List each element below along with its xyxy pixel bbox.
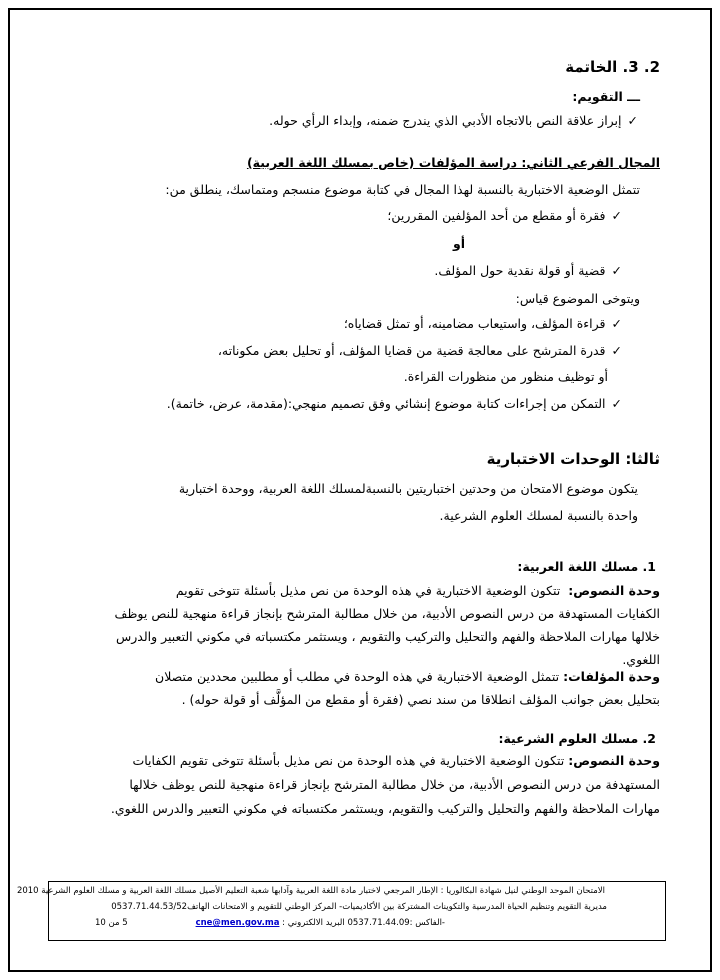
measure-item-3: ✓التمكن من إجراءات كتابة موضوع إنشائي وفق تصميم منهجي:(مقدمة، عرض، خاتمة). xyxy=(166,396,622,411)
track-1-works-line-2: بتحليل بعض جوانب المؤلف انطلاقا من سند نصي (فقرة أو مقطع من المؤلَّف أو قولة حوله) . xyxy=(181,692,660,707)
track-1-texts-line-2: الكفايات المستهدفة من درس النصوص الأدبية، من خلال مطالبة المترشح بإنجاز قراءة منهجية للنص يوظف xyxy=(114,606,660,621)
track-2-line-1: وحدة النصوص: تتكون الوضعية الاختبارية في هذه الوحدة من نص مذيل بأسئلة تتوخى تقويم الكفايات xyxy=(132,753,660,768)
measure-intro: ويتوخى الموضوع قياس: xyxy=(515,291,640,306)
footer-line-3: -الفاكس :0537.71.44.09 البريد الالكتروني : cne@men.gov.ma xyxy=(195,918,445,928)
email-link[interactable]: cne@men.gov.ma xyxy=(195,918,280,928)
domain-item-1: ✓فقرة أو مقطع من أحد المؤلفين المقررين؛ xyxy=(387,208,622,223)
units-intro-2: واحدة بالنسبة لمسلك العلوم الشرعية. xyxy=(439,508,638,523)
check-icon: ✓ xyxy=(611,396,622,411)
check-icon: ✓ xyxy=(611,208,622,223)
check-icon: ✓ xyxy=(611,343,622,358)
eval-label: ـــ التقويم: xyxy=(572,89,640,104)
page-number: 5 من 10 xyxy=(95,918,128,928)
units-intro-1: يتكون موضوع الامتحان من وحدتين اختباريتين بالنسبةلمسلك اللغة العربية، ووحدة اختبارية xyxy=(178,481,638,496)
track-1-texts-line-1: وحدة النصوص: تتكون الوضعية الاختبارية في هذه الوحدة من نص مذيل بأسئلة تتوخى تقويم xyxy=(175,583,660,598)
eval-item: ✓إبراز علاقة النص بالاتجاه الأدبي الذي يندرج ضمنه، وإبداء الرأي حوله. xyxy=(269,113,638,128)
track-1-texts-line-3: خلالها مهارات الملاحظة والفهم والتحليل والتركيب والتقويم ، ويستثمر مكتسباته في مكوني التعبير والدرس xyxy=(115,629,660,644)
texts-unit-label: وحدة النصوص: xyxy=(568,753,660,768)
measure-item-1: ✓قراءة المؤلف، واستيعاب مضامينه، أو تمثل قضاياه؛ xyxy=(343,316,622,331)
domain-heading: المجال الفرعي الثاني: دراسة المؤلفات (خاص بمسلك اللغة العربية) xyxy=(246,155,660,170)
footer-line-1: الامتحان الموحد الوطني لنيل شهادة البكالوريا : الإطار المرجعي لاختبار مادة اللغة العربية وآدابها شعبة التعليم الأصيل مسلك اللغة العربية و مسلك العلوم الشرعية 2010 xyxy=(16,886,605,896)
track-1-texts-line-4: اللغوي. xyxy=(622,652,660,667)
track-1-works-line-1: وحدة المؤلفات: تتمثل الوضعية الاختبارية في هذه الوحدة في مطلب أو مطلبين محددين متصلان xyxy=(155,669,660,684)
check-icon: ✓ xyxy=(611,263,622,278)
footer-line-2: مديرية التقويم وتنظيم الحياة المدرسية والتكوينات المشتركة بين الأكاديميات- المركز الوطني للتقويم و الامتحانات الهاتف0537.71.44.53/52 xyxy=(111,902,607,912)
measure-item-2b: أو توظيف منظور من منظورات القراءة. xyxy=(403,369,608,384)
domain-intro: تتمثل الوضعية الاختبارية بالنسبة لهذا المجال في كتابة موضوع منسجم ومتماسك، ينطلق من: xyxy=(165,182,640,197)
track-2-line-3: مهارات الملاحظة والفهم والتحليل والتركيب والتقويم، ويستثمر مكتسباته في مكوني التعبير والدرس اللغوي. xyxy=(110,801,660,816)
check-icon: ✓ xyxy=(627,113,638,128)
units-heading: ثالثا: الوحدات الاختبارية xyxy=(486,450,660,468)
section-heading-conclusion: 2. 3. الخاتمة xyxy=(565,58,660,76)
track-2-line-2: المستهدفة من درس النصوص الأدبية، من خلال مطالبة المترشح بإنجاز قراءة منهجية للنص يوظف خلالها xyxy=(129,777,660,792)
measure-item-2: ✓قدرة المترشح على معالجة قضية من قضايا المؤلف، أو تحليل بعض مكوناته، xyxy=(217,343,622,358)
domain-or: أو xyxy=(452,236,465,251)
works-unit-label: وحدة المؤلفات: xyxy=(563,669,660,684)
track-1-heading: 1. مسلك اللغة العربية: xyxy=(517,559,656,574)
page-footer xyxy=(16,881,666,941)
domain-item-2: ✓قضية أو قولة نقدية حول المؤلف. xyxy=(434,263,622,278)
check-icon: ✓ xyxy=(611,316,622,331)
texts-unit-label: وحدة النصوص: xyxy=(568,583,660,598)
track-2-heading: 2. مسلك العلوم الشرعية: xyxy=(498,731,656,746)
